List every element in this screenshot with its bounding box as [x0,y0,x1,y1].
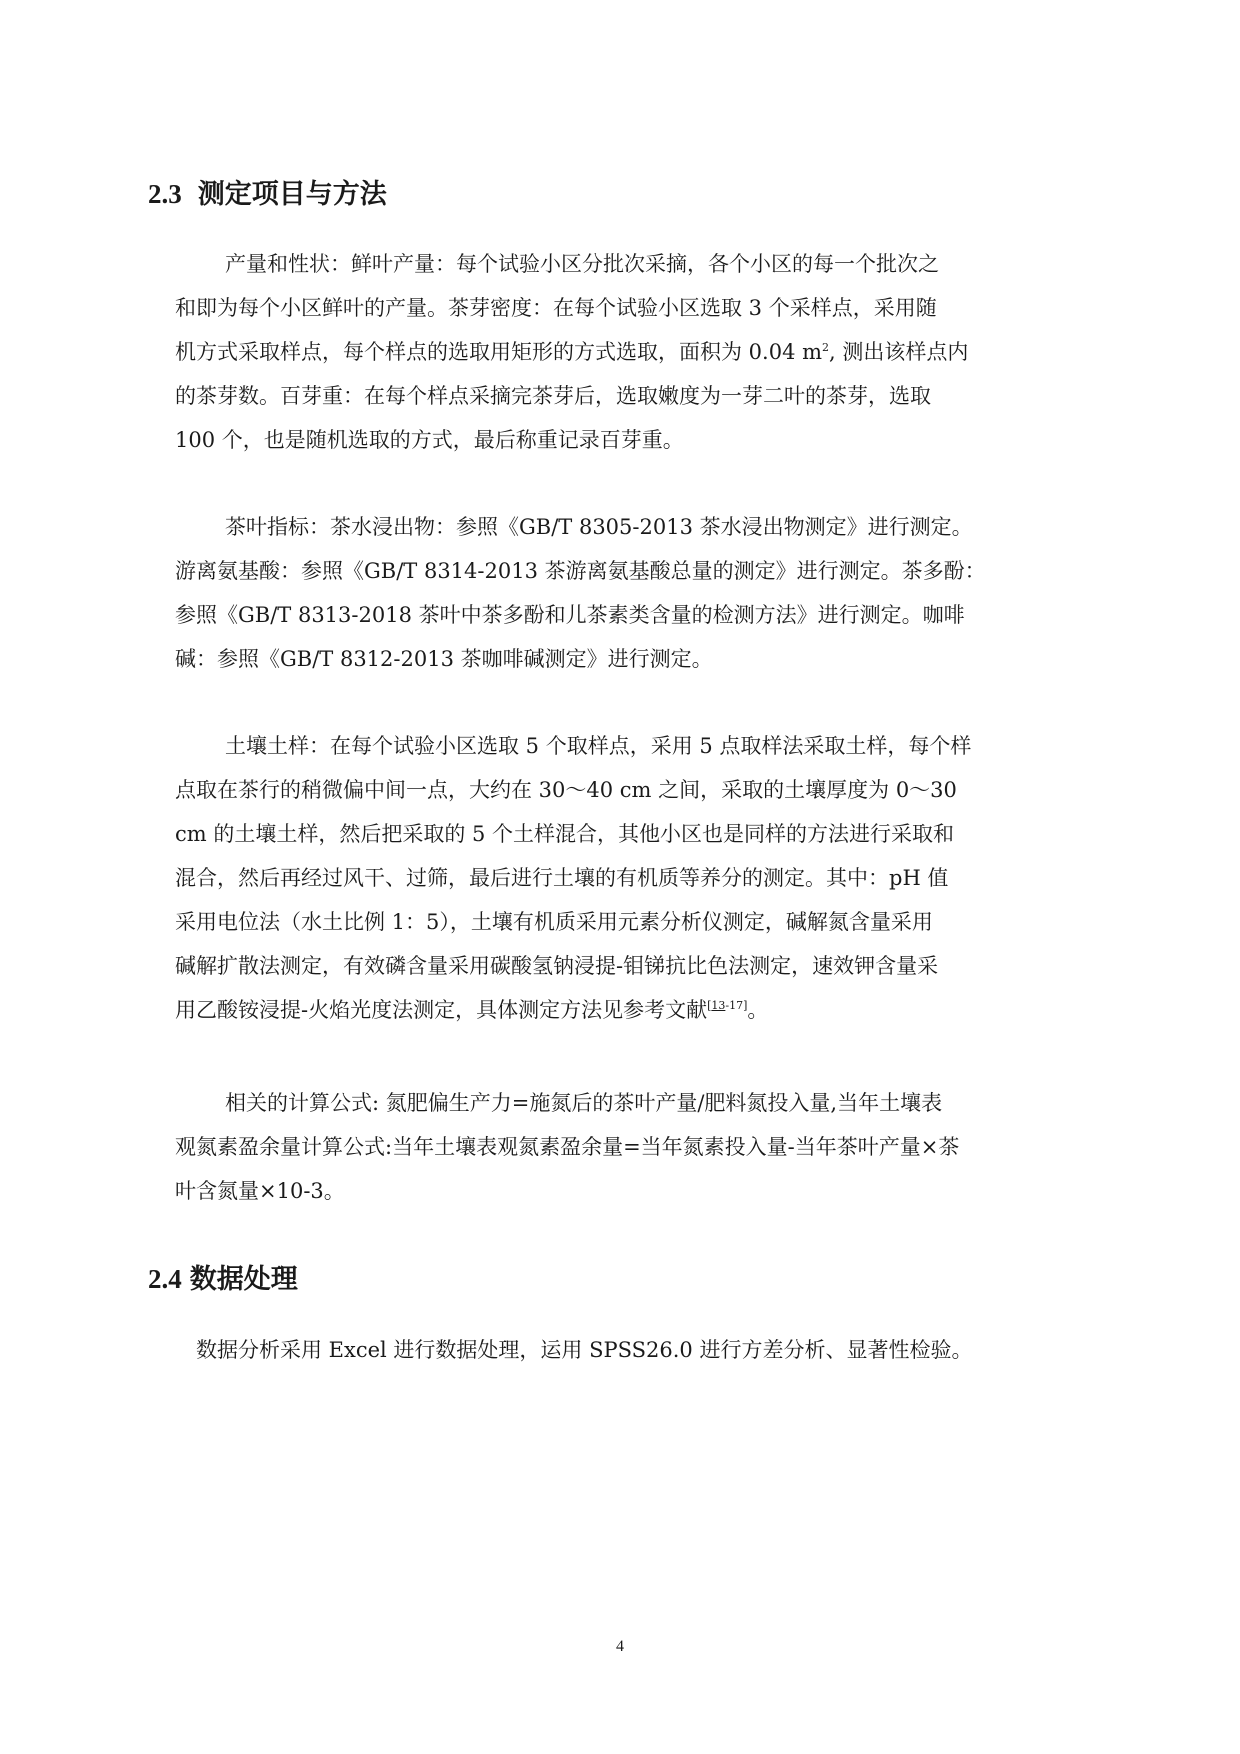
text-line [175,988,1095,1032]
text-line: 和即为每个小区鲜叶的产量。茶芽密度：在每个试验小区选取 3 个采样点，采用随 [175,296,937,320]
text-fragment: , 测出该样点内 [829,340,969,364]
section-number: 2.3 [148,179,182,209]
text-line: cm 的土壤土样，然后把采取的 5 个土样混合，其他小区也是同样的方法进行采取和 [175,822,955,846]
text-line: 土壤土样：在每个试验小区选取 5 个取样点，采用 5 点取样法采取土样，每个样 [225,734,972,758]
paragraph-soil-samples [175,724,1095,1032]
text-line: 观氮素盈余量计算公式:当年土壤表观氮素盈余量=当年氮素投入量-当年茶叶产量×茶 [175,1135,960,1159]
text-line: 游离氨基酸：参照《GB/T 8314-2013 茶游离氨基酸总量的测定》进行测定。茶多酚： [175,559,986,583]
text-line: 参照《GB/T 8313-2018 茶叶中茶多酚和儿茶素类含量的检测方法》进行测定。咖啡 [175,603,965,627]
citation-link[interactable]: 13 [711,999,726,1012]
text-line: 叶含氮量×10-3。 [175,1179,345,1203]
paragraph-formula [175,1081,1095,1213]
paragraph-data-processing: 数据分析采用 Excel 进行数据处理，运用 SPSS26.0 进行方差分析、显著性检验。 [196,1338,973,1362]
citation-range: -17] [725,999,748,1012]
text-line: 点取在茶行的稍微偏中间一点，大约在 30～40 cm 之间，采取的土壤厚度为 0～30 [175,778,957,802]
citation-bracket: [ [707,999,712,1012]
section-heading-2-3 [148,177,387,212]
section-title: 数据处理 [189,1264,298,1295]
superscript: 2 [822,341,830,354]
text-line: 碱：参照《GB/T 8312-2013 茶咖啡碱测定》进行测定。 [175,647,713,671]
text-line: 碱解扩散法测定，有效磷含量采用碳酸氢钠浸提-钼锑抗比色法测定，速效钾含量采 [175,954,939,978]
text-line: 相关的计算公式: 氮肥偏生产力=施氮后的茶叶产量/肥料氮投入量,当年土壤表 [225,1091,943,1115]
text-line: 产量和性状：鲜叶产量：每个试验小区分批次采摘，各个小区的每一个批次之 [225,252,939,276]
paragraph-tea-indicators [175,505,1095,681]
citation [707,999,747,1012]
paragraph-yield-traits [175,242,1095,462]
page-number: 4 [616,1638,624,1655]
text-fragment: 机方式采取样点，每个样点的选取用矩形的方式选取，面积为 0.04 m [175,340,823,364]
section-title: 测定项目与方法 [197,179,387,210]
text-line: 茶叶指标：茶水浸出物：参照《GB/T 8305-2013 茶水浸出物测定》进行测定。 [225,515,973,539]
section-heading-2-4 [148,1262,298,1297]
text-fragment: 。 [747,998,769,1022]
text-line [175,330,1095,374]
section-number: 2.4 [148,1264,182,1294]
text-line: 混合，然后再经过风干、过筛，最后进行土壤的有机质等养分的测定。其中：pH 值 [175,866,949,890]
text-fragment: 用乙酸铵浸提-火焰光度法测定，具体测定方法见参考文献 [175,998,708,1022]
text-line: 采用电位法（水土比例 1：5），土壤有机质采用元素分析仪测定，碱解氮含量采用 [175,910,933,934]
text-line: 的茶芽数。百芽重：在每个样点采摘完茶芽后，选取嫩度为一芽二叶的茶芽，选取 [175,384,931,408]
text-line: 100 个，也是随机选取的方式，最后称重记录百芽重。 [175,428,684,452]
